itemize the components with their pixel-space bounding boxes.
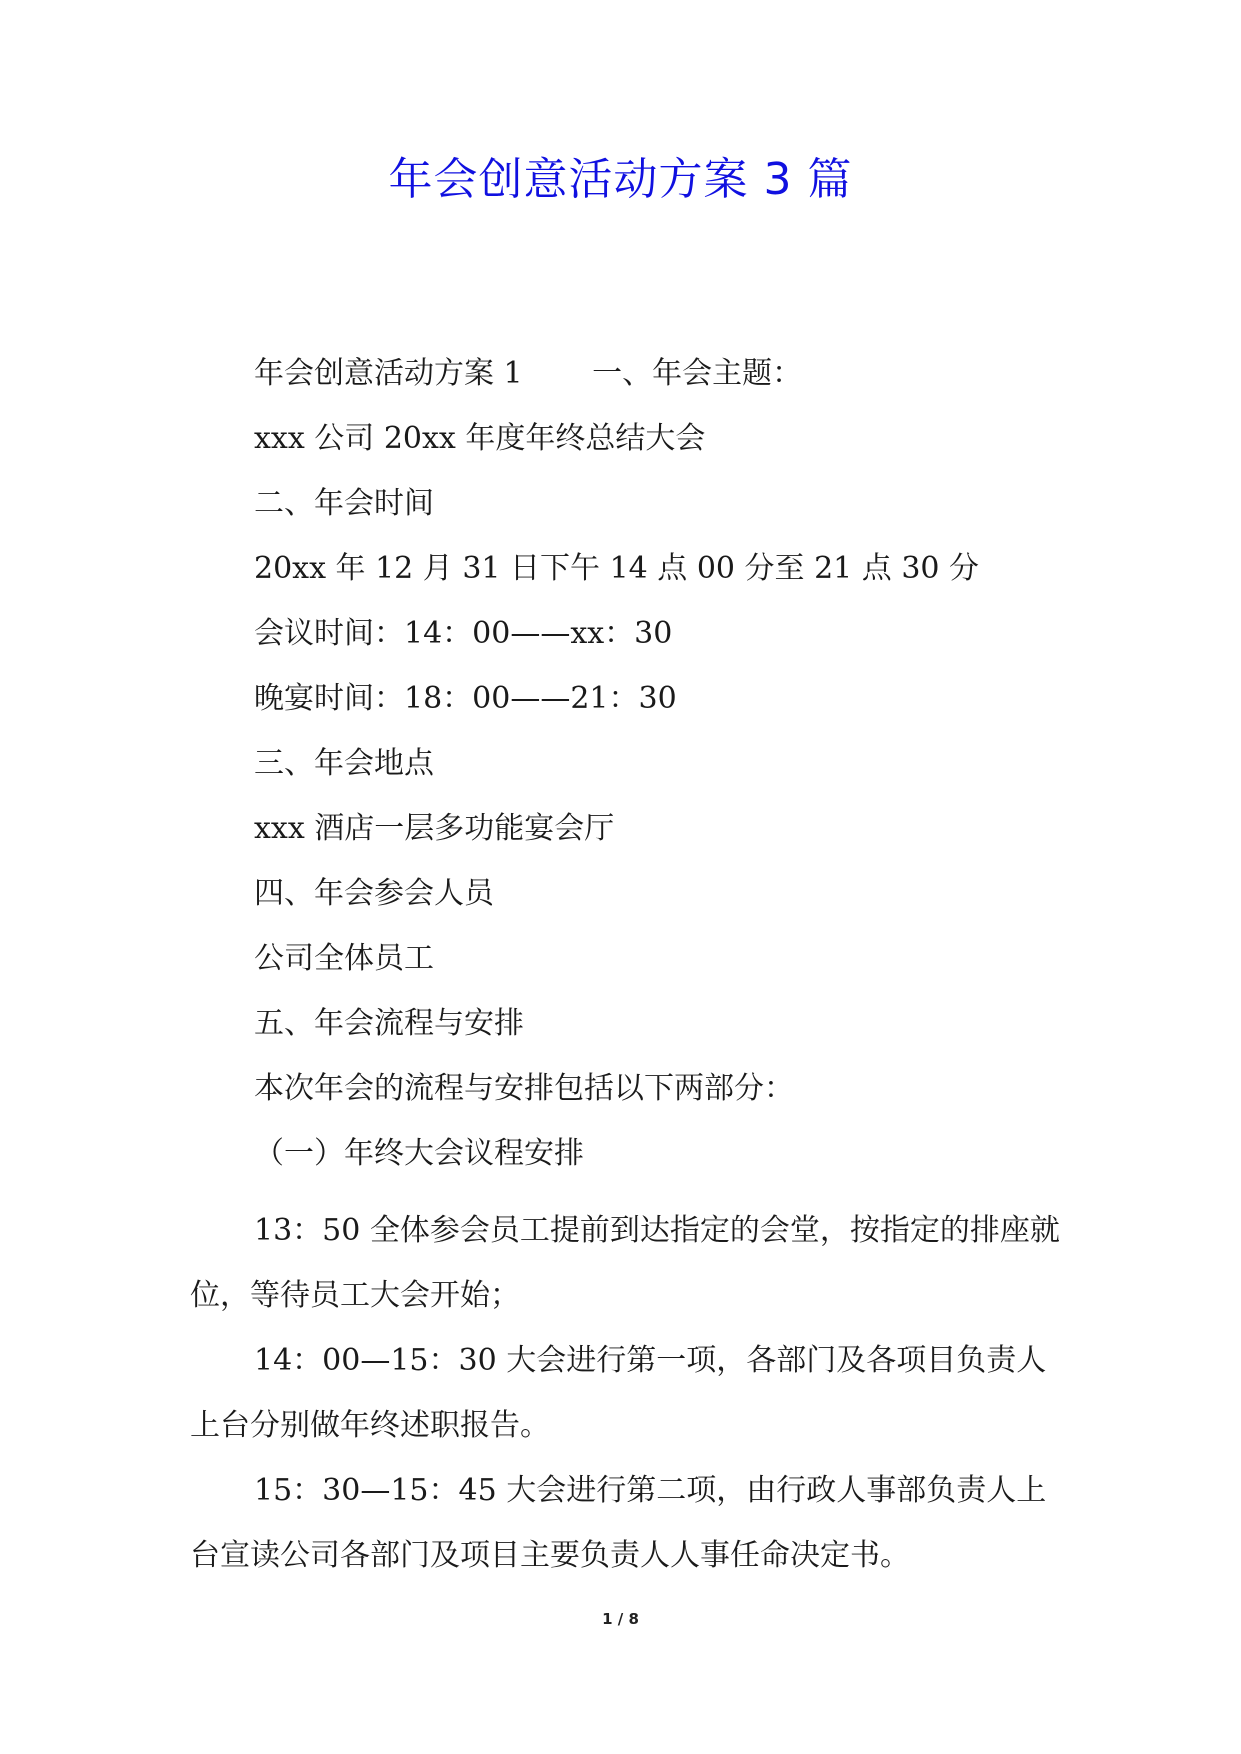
paragraph: xxx 公司 20xx 年度年终总结大会 [254, 421, 706, 456]
page-number: 1 / 8 [602, 1610, 639, 1628]
paragraph: 14：00—15：30 大会进行第一项，各部门及各项目负责人上台分别做年终述职报告。 [190, 1343, 1047, 1443]
section-heading: 五、年会流程与安排 [254, 1006, 524, 1041]
document-title: 年会创意活动方案 3 篇 [388, 154, 853, 205]
section-heading: 二、年会时间 [254, 486, 434, 521]
paragraph: 年会创意活动方案 1 一、年会主题： [254, 356, 803, 391]
paragraph: 本次年会的流程与安排包括以下两部分： [254, 1071, 794, 1106]
paragraph: 会议时间：14：00——xx：30 [254, 616, 673, 651]
section-heading: 四、年会参会人员 [254, 876, 494, 911]
paragraph: 公司全体员工 [254, 941, 434, 976]
paragraph: 晚宴时间：18：00——21：30 [254, 681, 677, 716]
paragraph: 13：50 全体参会员工提前到达指定的会堂，按指定的排座就位，等待员工大会开始； [190, 1213, 1060, 1313]
sub-heading: （一）年终大会议程安排 [254, 1136, 584, 1171]
document-body [190, 353, 1060, 1588]
paragraph: xxx 酒店一层多功能宴会厅 [254, 811, 615, 846]
section-heading: 三、年会地点 [254, 746, 434, 781]
paragraph: 20xx 年 12 月 31 日下午 14 点 00 分至 21 点 30 分 [254, 551, 980, 586]
paragraph: 15：30—15：45 大会进行第二项，由行政人事部负责人上台宣读公司各部门及项目主要负责人人事任命决定书。 [190, 1473, 1047, 1573]
